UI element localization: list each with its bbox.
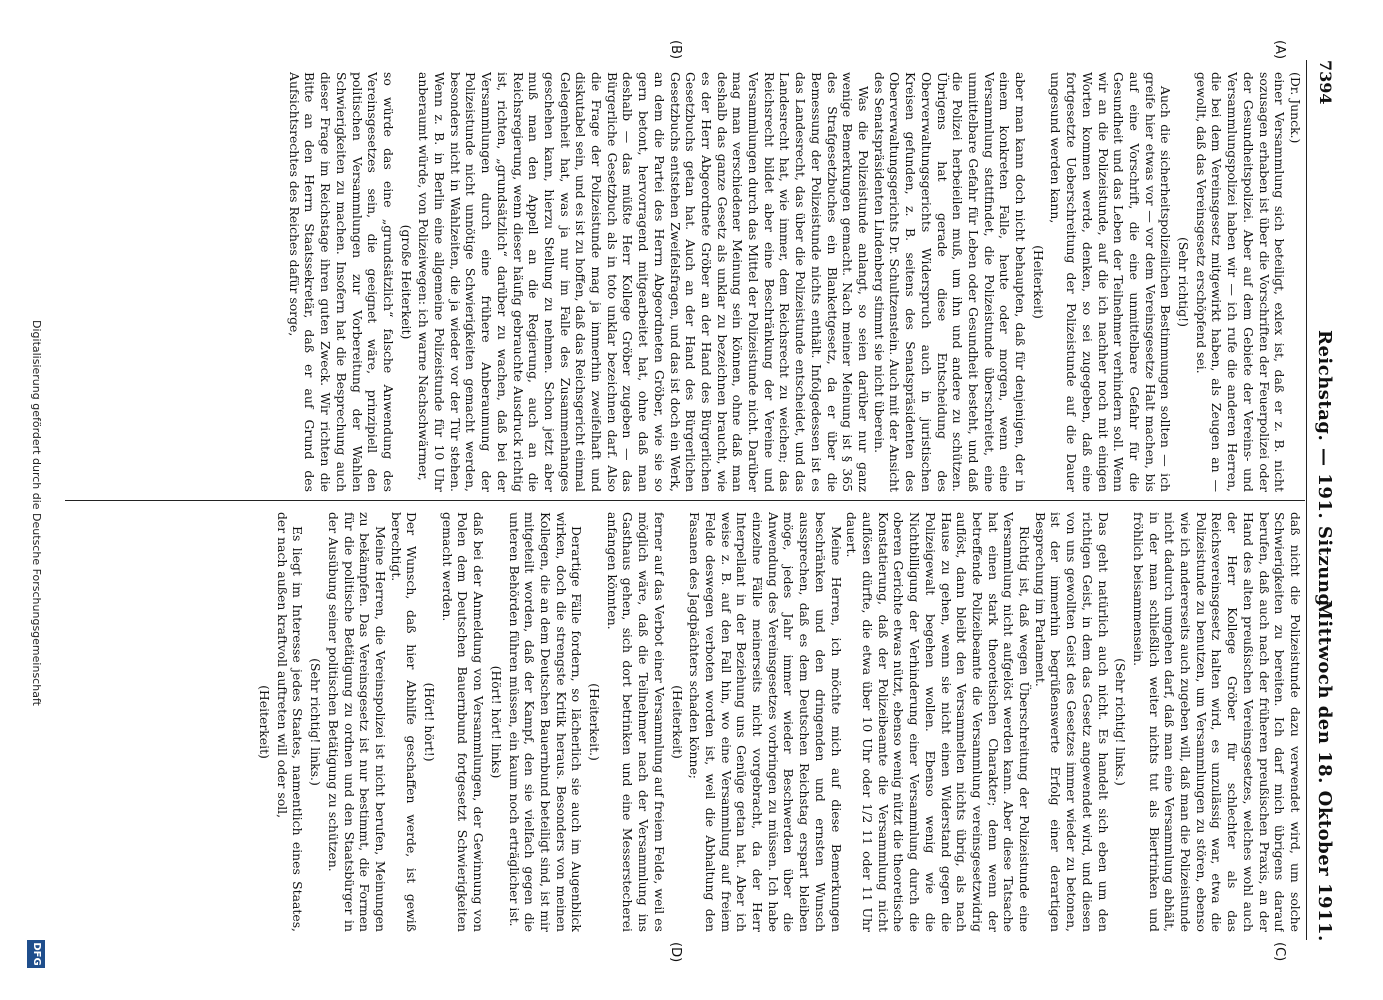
paragraph: (Dr. Junck.) (1288, 72, 1303, 144)
interjection: (große Heiterkeit) (398, 224, 414, 340)
interjection: (Sehr richtig!) (1176, 237, 1192, 327)
header-date: Mittwoch den 18. Oktober 1911. (1314, 600, 1335, 942)
paragraph: Was die Polizeistunde anlangt, so seien darüber nur ganz wenige Bemerkungen gemacht. Nach meiner Meinung ist § 365 des Strafgesetzbuches ein Blankettgesetz, da er über die Bemessung der Polizeistunde nichts enthält. Infolgedessen ist es das Landesrecht, das über die Polizeistunde entscheidet, und das Landesrecht hat, wie immer, dem Reichsrecht zu weichen; das Reichsrecht bildet aber eine Beschränkung der Vereine und Versammlungen durch das Mittel der Polizeistunde nicht. Darüber mag man verschiedener Meinung sein können, ohne daß man deshalb das ganze Gesetz als unklar zu bezeichnen braucht, wie es der Herr Abgeordnete Gröber an der Hand des Bürgerlichen Gesetzbuchs getan hat. Auch an der Hand des Bürgerlichen Gesetzbuchs entstehen Zweifelsfragen, und das ist doch ein Werk, an dem die Partei des Herrn Abgeordneten Gröber, wie sie so gern betont, hervorragend mitgearbeitet hat, ohne daß man deshalb — das müßte Herr Kollege Gröber zugeben — das Bürgerliche Gesetzbuch als in toto unklar bezeichnen darf. Also die Frage der Polizeistunde mag ja immerhin zweifelhaft und diskutabel sein, und es ist zu hoffen, daß das Reichsgericht einmal Gelegenheit hat, was ja nur im Falle des Zusammenhanges geschehen kann, hierzu Stellung zu nehmen. Schon jetzt aber muß man den Appell an die Regierung, auch an die Reichsregierung, wenn dieser häufig gebrauchte Ausdruck richtig ist, richten, „grundsätzlich“ darüber zu wachen, daß bei der Versammlungen durch eine frühere Anberaumung der Polizeistunde nicht unnötige Schwierigkeiten gemacht werden, besonders nicht in Wahlzeiten, die ja wieder vor der Tür stehen. Wenn z. B. in Berlin eine allgemeine Polizeistunde für 10 Uhr anberaumt würde, von Polizeiwegen: ich warne Nachschwärmer, (416, 72, 872, 492)
header-session: Reichstag. — 191. Sitzung. (1314, 330, 1335, 614)
dfg-logo: DFG (27, 940, 45, 968)
interjection: (Heiterkeit.) (587, 683, 603, 761)
left-column (73, 72, 1303, 492)
interjection: (Heiterkeit) (257, 685, 272, 759)
paragraph: Richtig ist, daß wegen Überschreitung der Polizeistunde eine Versammlung nicht aufgelöst werden kann. Aber diese Tatsache hat einen stark theoretischen Charakter; denn wenn der betreffende Polizeibeamte die Versammlung vereinsgesetzwidrig auflöst, dann bleibt den Versammelten nichts übrig, als nach Hause zu gehen, wenn sie nicht einen Widerstand gegen die Polizeigewalt begehen wollen. Ebenso wenig wie die Nichtbilligung der Verhinderung einer Versammlung durch die oberen Gerichte etwas nützt, ebenso wenig nützt die theoretische Konstatierung, daß der Polizeibeamte die Versammlung nicht auflösen dürfte, die etwa über 10 Uhr oder 1/2 11 oder 11 Uhr dauert. (844, 512, 1033, 932)
paragraph: daß nicht die Polizeistunde dazu verwendet wird, um solche Schwierigkeiten zu bereiten. Ich darf mich übrigens darauf berufen, daß auch nach der früheren preußischen Praxis, an der Hand des alten preußischen Vereinsgesetzes, welches wohl auch der Herr Kollege Gröber für schlechter als das Reichsvereinsgesetz halten wird, es unzulässig war, etwa die Polizeistunde zu benutzen, um Versammlungen zu stören, ebenso wie ich andererseits auch zugeben will, daß man die Polizeistunde nicht dadurch umgehen darf, daß man eine Versammlung abhält, in der man schließlich weiter nichts tut als Biertrinken und fröhlich beisammensein. (1130, 512, 1303, 932)
page-number: 7394 (1316, 60, 1335, 105)
interjection: (Sehr richtig! links.) (308, 658, 324, 786)
paragraph: Das geht natürlich auch nicht. Es handelt sich eben um den richtigen Geist, in dem das Gesetz angewendet wird, und diesen von uns gewollten Geist des Gesetzes immer wieder zu betonen, ist der immerhin begrüßenswerte Erfolg einer derartigen Besprechung im Parlament. (1032, 512, 1111, 932)
interjection: (Hört! hört!) (422, 682, 438, 762)
page-header (1307, 0, 1383, 1000)
paragraph: aber man kann doch nicht behaupten, daß für denjenigen, der in einem konkreten Falle, heute oder morgen, wenn eine Versammlung stattfindet, die Polizeistunde überschreitet, eine unmittelbare Gefahr für Leben oder Gesundheit besteht, und daß die Polizei herbeieilen muß, um ihn und andere zu schützen. Übrigens hat gerade diese Entscheidung des Oberverwaltungsgerichts Widerspruch auch in juristischen Kreisen gefunden, z. B. seitens des Senatspräsidenten des Oberverwaltungsgerichts Dr. Schultzenstein. Auch mit der Ansicht des Senatspräsidenten Lindenberg stimmt sie nicht überein. (871, 72, 1029, 492)
digitization-credit: Digitalisierung gefördert durch die Deutsche Forschungsgemeinschaft (30, 320, 43, 706)
interjection: (Hört! hört! links) (488, 665, 504, 779)
paragraph: Es liegt im Interesse jedes Staates, namentlich eines Staates, der nach außen kraftvoll auftreten will oder soll, (274, 512, 306, 932)
margin-mark-b: (B) (668, 40, 683, 60)
interjection: (Heiterkeit) (669, 685, 685, 759)
right-column (73, 512, 1303, 932)
column-divider (65, 500, 1305, 501)
paragraph: Auch die sicherheitspolizeilichen Bestimmungen sollten — ich greife hier etwas vor — vor dem Vereinsgesetze Halt machen, bis auf eine Vorschrift, die eine unmittelbare Gefahr für die Gesundheit und das Leben der Teilnehmer verhindern soll. Wenn wir an die Polizeistunde, auf die ich nachher noch mit einigen Worten kommen werde, denken, so sei zugegeben, daß eine fortgesetzte Ueberschreitung der Polizeistunde auf die Dauer ungesund werden kann, (1048, 72, 1174, 492)
paragraph: ferner auf das Verbot einer Versammlung auf freiem Felde, weil es möglich wäre, daß die Teilnehmer nach der Versammlung ins Gasthaus gehen, sich dort betrinken und eine Messerstecherei anfangen könnten. (604, 512, 667, 932)
paragraph: Derartige Fälle fordern, so lächerlich sie auch im Augenblick wirken, doch die strengste Kritik heraus. Besonders von meinen Kollegen, die an dem Deutschen Bauernbund beteiligt sind, ist mir mitgeteilt worden, daß der Kampf, den sie vielfach gegen die unteren Behörden führen müssen, ein kaum noch erträglicher ist. (506, 512, 585, 932)
interjection: (Heiterkeit) (1030, 245, 1046, 319)
paragraph: einer Versammlung sich beteiligt, exlex ist, daß er z. B. nicht sozusagen erhaben ist über die Vorschriften der Feuerpolizei oder der Gesundheitspolizei. Aber auf dem Gebiete der Vereins- und Versammlungspolizei haben wir — ich rufe die anderen Herren, die bei dem Vereinsgesetz mitgewirkt haben, als Zeugen an — gewollt, daß das Vereinsgesetz erschöpfend sei. (1193, 72, 1288, 492)
header-rule (1306, 60, 1307, 940)
interjection: (Sehr richtig! links.) (1113, 658, 1129, 786)
paragraph: so würde das eine „grundsätzlich“ falsche Anwendung des Vereinsgesetzes sein, die geeignet wäre, prinzipiell den politischen Versammlungen zur Vorbereitung der Wahlen Schwierigkeiten zu machen. Insofern hat die Besprechung auch dieser Frage im Reichstage ihren guten Zweck. Wir richten die Bitte an den Herrn Staatssekretär, daß er auf Grund des Aufsichtsrechtes des Reiches dafür sorge, (286, 72, 396, 492)
margin-mark-a: (A) (1272, 40, 1287, 60)
margin-mark-c: (C) (1272, 942, 1287, 962)
paragraph: Meine Herren, die Vereinspolizei ist nicht berufen, Meinungen zu bekämpfen. Das Vereinsgesetz ist nur bestimmt, die Formen für die politische Betätigung zu ordnen und den Staatsbürger in der Ausübung seiner politischen Betätigung zu schützen. (325, 512, 388, 932)
paragraph: Der Wunsch, daß hier Abhilfe geschaffen werde, ist gewiß berechtigt. (388, 512, 420, 932)
margin-mark-d: (D) (668, 942, 683, 963)
paragraph: daß bei der Anmeldung von Versammlungen, der Gewinnung von Polen dem Deutschen Bauernbund fortgesetzt Schwierigkeiten gemacht werden. (439, 512, 487, 932)
paragraph: Meine Herren, ich möchte mich auf diese Bemerkungen beschränken und den dringenden und ernsten Wunsch aussprechen, daß es dem Deutschen Reichstag erspart bleiben möge, jedes Jahr immer wieder Beschwerden über die Anwendung des Vereinsgesetzes vorbringen zu müssen. Ich habe einzelne Fälle meinerseits nicht vorgebracht, da der Herr Interpellant in der Beziehung uns Genüge getan hat. Aber ich weise z. B. auf den Fall hin, wo eine Versammlung auf freiem Felde deswegen verboten worden ist, weil die Abhaltung den Fasanen des Jagdpächters schaden könne; (687, 512, 844, 932)
